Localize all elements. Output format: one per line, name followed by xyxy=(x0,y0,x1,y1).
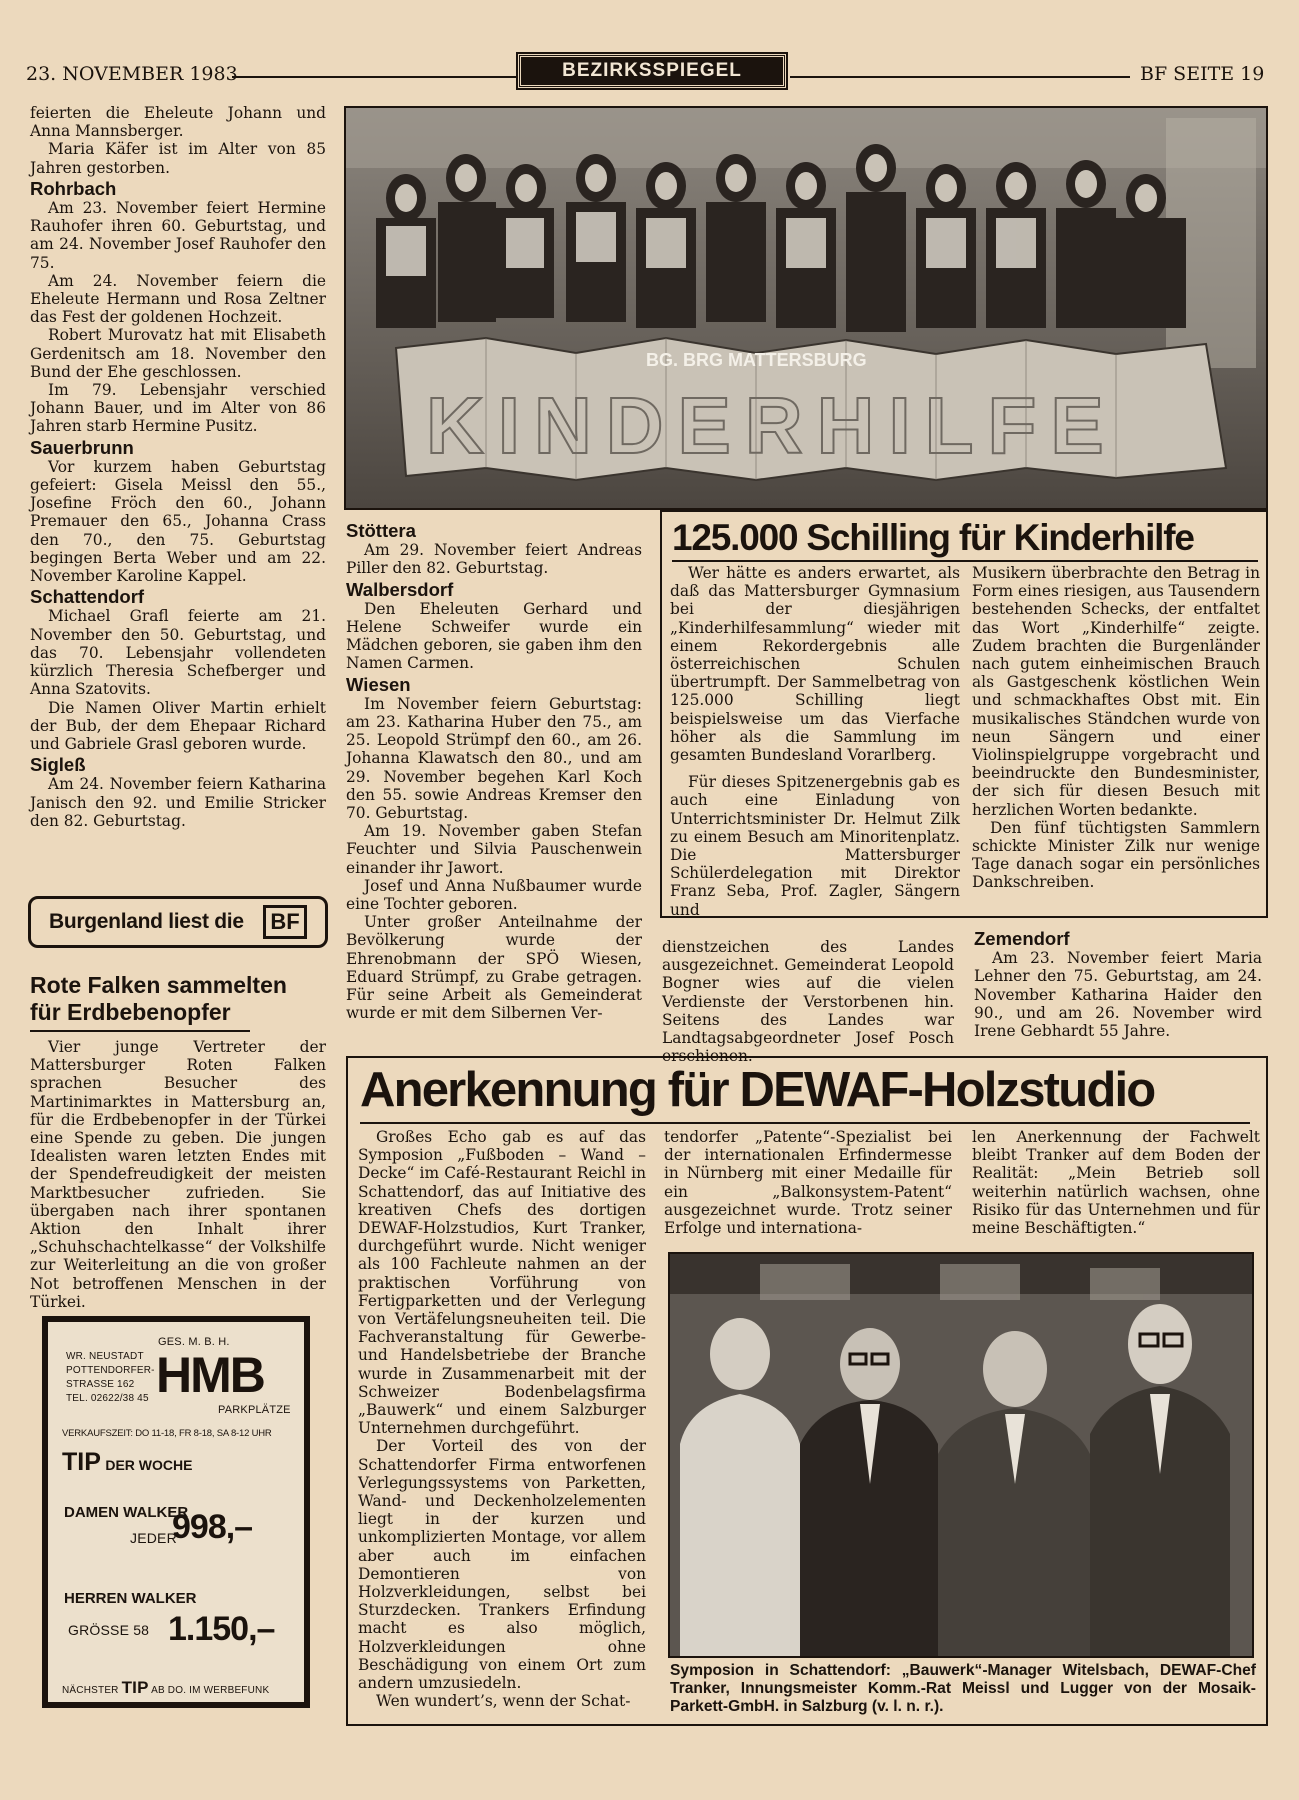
dewaf-text: len Anerkennung der Fachwelt bleibt Tranker auf dem Boden der Realität: „Mein Betrieb soll weiterhin natürlich wachsen, ohne Risiko für das Unternehmen und für meine Beschäftigten.“ xyxy=(972,1128,1260,1238)
photo-dewaf-four-men xyxy=(668,1252,1254,1658)
kinderhilfe-rule xyxy=(672,560,1258,562)
hmb-advertisement xyxy=(42,1316,310,1708)
rohrbach-text: Robert Murovatz hat mit Elisabeth Gerdenitsch am 18. November den Bund der Ehe geschlossen. xyxy=(30,326,326,381)
section-heading-sauerbrunn: Sauerbrunn xyxy=(30,436,134,458)
banner-small-text: BG. BRG MATTERSBURG xyxy=(646,350,867,370)
walbersdorf-text: Den Eheleuten Gerhard und Helene Schweifer wurde ein Mädchen geboren, sie gaben ihm den Namen Carmen. xyxy=(346,599,642,673)
ad-item1-sub: JEDER xyxy=(130,1530,177,1546)
rohrbach-text: Am 24. November feiern die Eheleute Hermann und Rosa Zeltner das Fest der goldenen Hochzeit. xyxy=(30,271,326,327)
column-middle xyxy=(346,522,642,1022)
rohrbach-text: Im 79. Lebensjahr verschied Johann Bauer, und im Alter von 86 Jahren starb Hermine Pusitz. xyxy=(30,381,326,436)
photo-dewaf-four-men-image xyxy=(670,1254,1252,1656)
ad-tip-heading xyxy=(62,1448,192,1477)
wiesen-text: Unter großer Anteilnahme der Bevölkerung wurde der Ehrenobmann der SPÖ Wiesen, Eduard Strümpf, zu Grabe getragen. Für seine Arbeit als Gemeinderat wurde er mit dem Silbernen Ver- xyxy=(346,913,642,1023)
intro-text: Maria Käfer ist im Alter von 85 Jahren gestorben. xyxy=(30,140,326,177)
wiesen-text: Am 19. November gaben Stefan Feuchter und Silvia Pauschenwein einander ihr Jawort. xyxy=(346,822,642,877)
rohrbach-text: Am 23. November feiert Hermine Rauhofer ihren 60. Geburtstag, und am 24. November Josef Rauhofer den 75. xyxy=(30,199,326,272)
ad-item2-sub: GRÖSSE 58 xyxy=(68,1622,150,1638)
ad-footer-tip: TIP xyxy=(121,1678,149,1697)
hmb-logo: HMB xyxy=(156,1347,264,1403)
schattendorf-text: Die Namen Oliver Martin erhielt der Bub, der dem Ehepaar Richard und Gabriele Grasl geboren wurde. xyxy=(30,698,326,753)
page-number: BF SEITE 19 xyxy=(1140,63,1265,85)
dewaf-col-c xyxy=(972,1128,1260,1237)
section-heading-rohrbach: Rohrbach xyxy=(30,177,117,199)
section-heading-zemendorf: Zemendorf xyxy=(974,928,1070,949)
kinderhilfe-text: Wer hätte es anders erwartet, als daß das Mattersburger Gymnasium bei der diesjährigen „Kinderhilfesammlung“ wieder mit einem Rekordergebnis alle österreichischen Schulen übertrumpft. Der Sammelbetrag von 125.000 Schilling liegt beispielsweise um das Vierfache höher als die Sammlung im gesamten Bundesland Vorarlberg. xyxy=(670,564,960,765)
promo-text: Burgenland liest die xyxy=(49,910,244,933)
section-heading-schattendorf: Schattendorf xyxy=(30,586,145,608)
schattendorf-text: Michael Grafl feierte am 21. November den 50. Geburtstag, und das 70. Lebensjahr vollendeten kürzlich Theresia Schefberger und Anna Szatovits. xyxy=(30,607,326,699)
section-heading-sigless: Sigleß xyxy=(30,754,86,776)
ad-footer-post: AB DO. IM WERBEFUNK xyxy=(151,1685,270,1696)
ad-hours: VERKAUFSZEIT: DO 11-18, FR 8-18, SA 8-12 UHR xyxy=(62,1428,272,1439)
kinderhilfe-col-a xyxy=(670,564,960,919)
kinderhilfe-col-b xyxy=(972,564,1260,892)
ad-address-line: STRASSE 162 xyxy=(66,1379,135,1390)
photo-kinderhilfe-group-image xyxy=(346,108,1266,508)
wiesen-text-cont: dienstzeichen des Landes ausgezeichnet. Gemeinderat Leopold Bogner wies auf die vielen Verdienste der Verstorbenen hin. Seitens des Landes war Landtagsabgeordneter Josef Posch erschienen. xyxy=(662,938,954,1066)
dewaf-rule xyxy=(360,1122,1250,1124)
dewaf-col-a xyxy=(358,1128,646,1711)
ad-parking: PARKPLÄTZE xyxy=(218,1404,291,1416)
kinderhilfe-headline: 125.000 Schilling für Kinderhilfe xyxy=(672,517,1194,558)
header-date: 23. NOVEMBER 1983 xyxy=(26,63,238,85)
banner-big-text: KINDERHILFE xyxy=(426,381,1118,470)
ad-footer-pre: NÄCHSTER xyxy=(62,1685,119,1696)
falken-headline-line: Rote Falken sammelten xyxy=(30,972,287,998)
ad-tip: TIP xyxy=(62,1448,101,1476)
falken-rule xyxy=(30,1030,250,1032)
dewaf-text: Der Vorteil des von der Schattendorfer Firma entworfenen Verlegungssystems von Parketten, Wand- und Deckenholzelementen liegt in der kurzen und unkomplizierten Montage, vor allem aber auch im einfachen Demontieren von Holzverkleidungen, selbst bei Sturzdecken. Trankers Erfindung macht es also möglich, Holzverkleidungen ohne Beschädigung von einem Ort zum andern umzusiedeln. xyxy=(358,1437,646,1693)
ad-tip-sub: DER WOCHE xyxy=(105,1457,193,1473)
falken-article xyxy=(30,1038,326,1311)
ad-address-line: TEL. 02622/38 45 xyxy=(66,1393,149,1404)
dewaf-text: tendorfer „Patente“-Spezialist bei der internationalen Erfindermesse in Nürnberg mit einer Medaille für ein „Balkonsystem-Patent“ ausgezeichnet wurde. Trotz seiner Erfolge und internationa- xyxy=(664,1128,952,1238)
photo-kinderhilfe-group xyxy=(344,106,1268,510)
sigless-text: Am 24. November feiern Katharina Janisch den 92. und Emilie Stricker den 82. Geburtstag. xyxy=(30,775,326,830)
promo-box xyxy=(28,896,328,948)
ad-item1: DAMEN WALKER xyxy=(64,1504,189,1521)
dewaf-col-b xyxy=(664,1128,952,1237)
header-rule-right xyxy=(790,76,1130,78)
wiesen-text: Im November feiern Geburtstag: am 23. Katharina Huber den 75., am 25. Leopold Strümpf den 60., am 26. Johanna Klawatsch den 80., und am 29. November begehen Karl Koch den 55. sowie Andreas Kremser den 70. Geburtstag. xyxy=(346,694,642,823)
bf-logo: BF xyxy=(263,905,307,939)
sauerbrunn-text: Vor kurzem haben Geburtstag gefeiert: Gisela Meissl den 55., Josefine Fröch den 60., Johann Premauer den 65., Johanna Crass den 70., den 75. Geburtstag begingen Berta Weber und am 22. November Karoline Kappel. xyxy=(30,457,326,586)
ad-item2: HERREN WALKER xyxy=(64,1590,197,1607)
dewaf-photo-caption: Symposion in Schattendorf: „Bauwerk“-Manager Witelsbach, DEWAF-Chef Tranker, Innungsmeister Komm.-Rat Meissl und Lugger von der Mosaik-Parkett-GmbH. in Salzburg (v. l. n. r.). xyxy=(670,1662,1256,1715)
section-heading-walbersdorf: Walbersdorf xyxy=(346,578,454,600)
wiesen-text: Josef und Anna Nußbaumer wurde eine Tochter geboren. xyxy=(346,876,642,914)
kinderhilfe-text: Für dieses Spitzenergebnis gab es auch eine Einladung von Unterrichtsminister Dr. Helmut Zilk zu einem Besuch am Minoritenplatz. Die Mattersburger Schülerdelegation mit Direktor Franz Seba, Prof. Zagler, Sängern und xyxy=(670,773,960,919)
dewaf-headline: Anerkennung für DEWAF-Holzstudio xyxy=(360,1063,1155,1117)
falken-text: Vier junge Vertreter der Mattersburger Roten Falken sprachen Besucher des Martinimarktes in Mattersburg an, für die Erdbebenopfer in der Türkei eine Spende zu geben. Die jungen Idealisten waren letzten Endes mit der Spendefreudigkeit der meisten Marktbesucher zufrieden. Sie übergaben nach ihrer spontanen Aktion den Inhalt ihrer „Schuhschachtelkasse“ der Volkshilfe zur Weiterleitung an die von großer Not betroffenen Menschen in der Türkei. xyxy=(30,1038,326,1311)
header-rule-left xyxy=(232,76,516,78)
falken-headline xyxy=(30,972,330,1026)
column-left xyxy=(30,104,326,830)
column-third-cont xyxy=(662,938,954,1065)
ad-price1: 998,– xyxy=(172,1508,253,1546)
section-title: BEZIRKSSPIEGEL xyxy=(562,60,742,81)
kinderhilfe-text: Musikern überbrachte den Betrag in Form eines riesigen, aus Tausendern bestehenden Schecks, der entfaltet das Wort „Kinderhilfe“ zeigte. Zudem brachten die Burgenländer nach gutem einheimischen Brauch als Gastgeschenk köstlichen Wein und schmackhaftes Obst mit. Ein musikalisches Ständchen wurde von neun Sängern und einer Violinspielgruppe vorgebracht und beeindruckte den Bundesminister, der sich für diesen Besuch mit herzlichen Worten bedankte. xyxy=(972,564,1260,819)
dewaf-text: Wen wundert’s, wenn der Schat- xyxy=(376,1692,631,1711)
section-heading-stoettera: Stöttera xyxy=(346,520,416,541)
zemendorf-section xyxy=(974,930,1262,1040)
dewaf-text: Großes Echo gab es auf das Symposion „Fußboden – Wand – Decke“ im Café-Restaurant Reichl in Schattendorf, das auf Initiative des kreativen Chefs des dortigen DEWAF-Holzstudios, Kurt Tranker, durchgeführt wurde. Nicht weniger als 100 Fachleute nahmen an der praktischen Vorführung von Fertigparketten und der Verlegung von Vertäfelungsneuheiten teil. Die Fachveranstaltung für Gewerbe- und Handelsbetriebe der Branche wurde in Zusammenarbeit mit der Schweizer Bodenbelagsfirma „Bauwerk“ und einem Salzburger Unternehmen durchgeführt. xyxy=(358,1128,646,1438)
ad-footer xyxy=(62,1678,269,1698)
ad-address-line: WR. NEUSTADT xyxy=(66,1351,144,1362)
ad-address-line: POTTENDORFER- xyxy=(66,1365,155,1376)
falken-headline-line: für Erdbebenopfer xyxy=(30,999,231,1025)
ad-company-type: GES. M. B. H. xyxy=(158,1336,230,1348)
intro-text: feierten die Eheleute Johann und Anna Mannsberger. xyxy=(30,104,326,141)
ad-address xyxy=(66,1350,155,1406)
section-heading-wiesen: Wiesen xyxy=(346,673,411,695)
stoettera-text: Am 29. November feiert Andreas Piller den 82. Geburtstag. xyxy=(346,541,642,578)
ad-price2: 1.150,– xyxy=(168,1610,275,1648)
zemendorf-text: Am 23. November feiert Maria Lehner den 75. Geburtstag, am 24. November Katharina Haider den 90., und am 26. November wird Irene Gebhardt 55 Jahre. xyxy=(974,949,1262,1041)
kinderhilfe-text: Den fünf tüchtigsten Sammlern schickte Minister Zilk nur wenige Tage danach sogar ein persönliches Dankschreiben. xyxy=(972,818,1260,892)
